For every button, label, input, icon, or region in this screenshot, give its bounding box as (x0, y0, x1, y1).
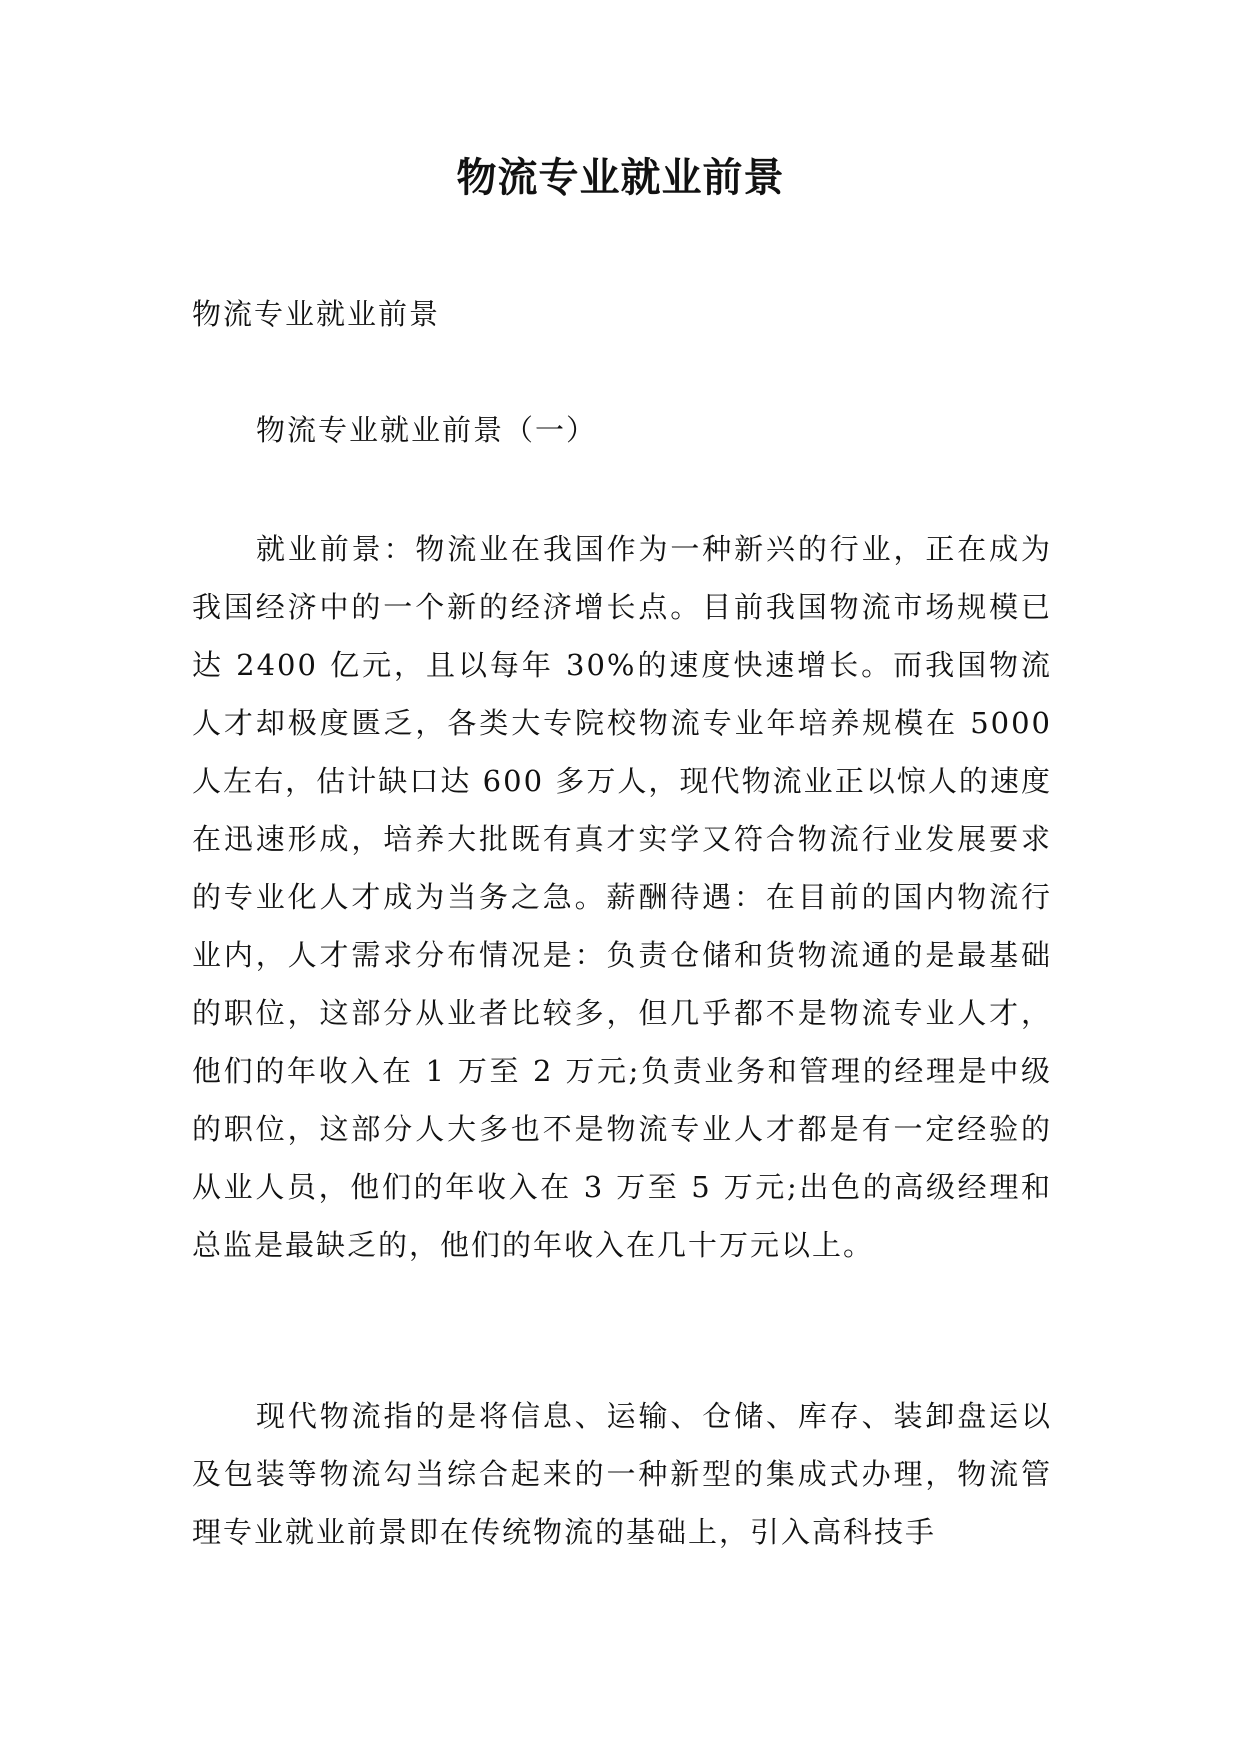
body-paragraph: 就业前景：物流业在我国作为一种新兴的行业，正在成为我国经济中的一个新的经济增长点。目前我国物流市场规模已达 2400 亿元，且以每年 30%的速度快速增长。而我国物流人才却极度匮乏，各类大专院校物流专业年培养规模在 5000 人左右，估计缺口达 600 多万人，现代物流业正以惊人的速度在迅速形成，培养大批既有真才实学又符合物流行业发展要求的专业化人才成为当务之急。薪酬待遇：在目前的国内物流行业内，人才需求分布情况是：负责仓储和货物流通的是最基础的职位，这部分从业者比较多，但几乎都不是物流专业人才，他们的年收入在 1 万至 2 万元;负责业务和管理的经理是中级的职位，这部分人大多也不是物流专业人才都是有一定经验的从业人员，他们的年收入在 3 万至 5 万元;出色的高级经理和总监是最缺乏的，他们的年收入在几十万元以上。 (192, 532, 1052, 1262)
document-subtitle: 物流专业就业前景 (192, 297, 441, 331)
document-title: 物流专业就业前景 (456, 154, 785, 201)
section-heading: 物流专业就业前景（一） (256, 413, 598, 447)
body-paragraph: 现代物流指的是将信息、运输、仓储、库存、装卸盘运以及包装等物流勾当综合起来的一种新型的集成式办理，物流管理专业就业前景即在传统物流的基础上，引入高科技手 (192, 1399, 1052, 1549)
